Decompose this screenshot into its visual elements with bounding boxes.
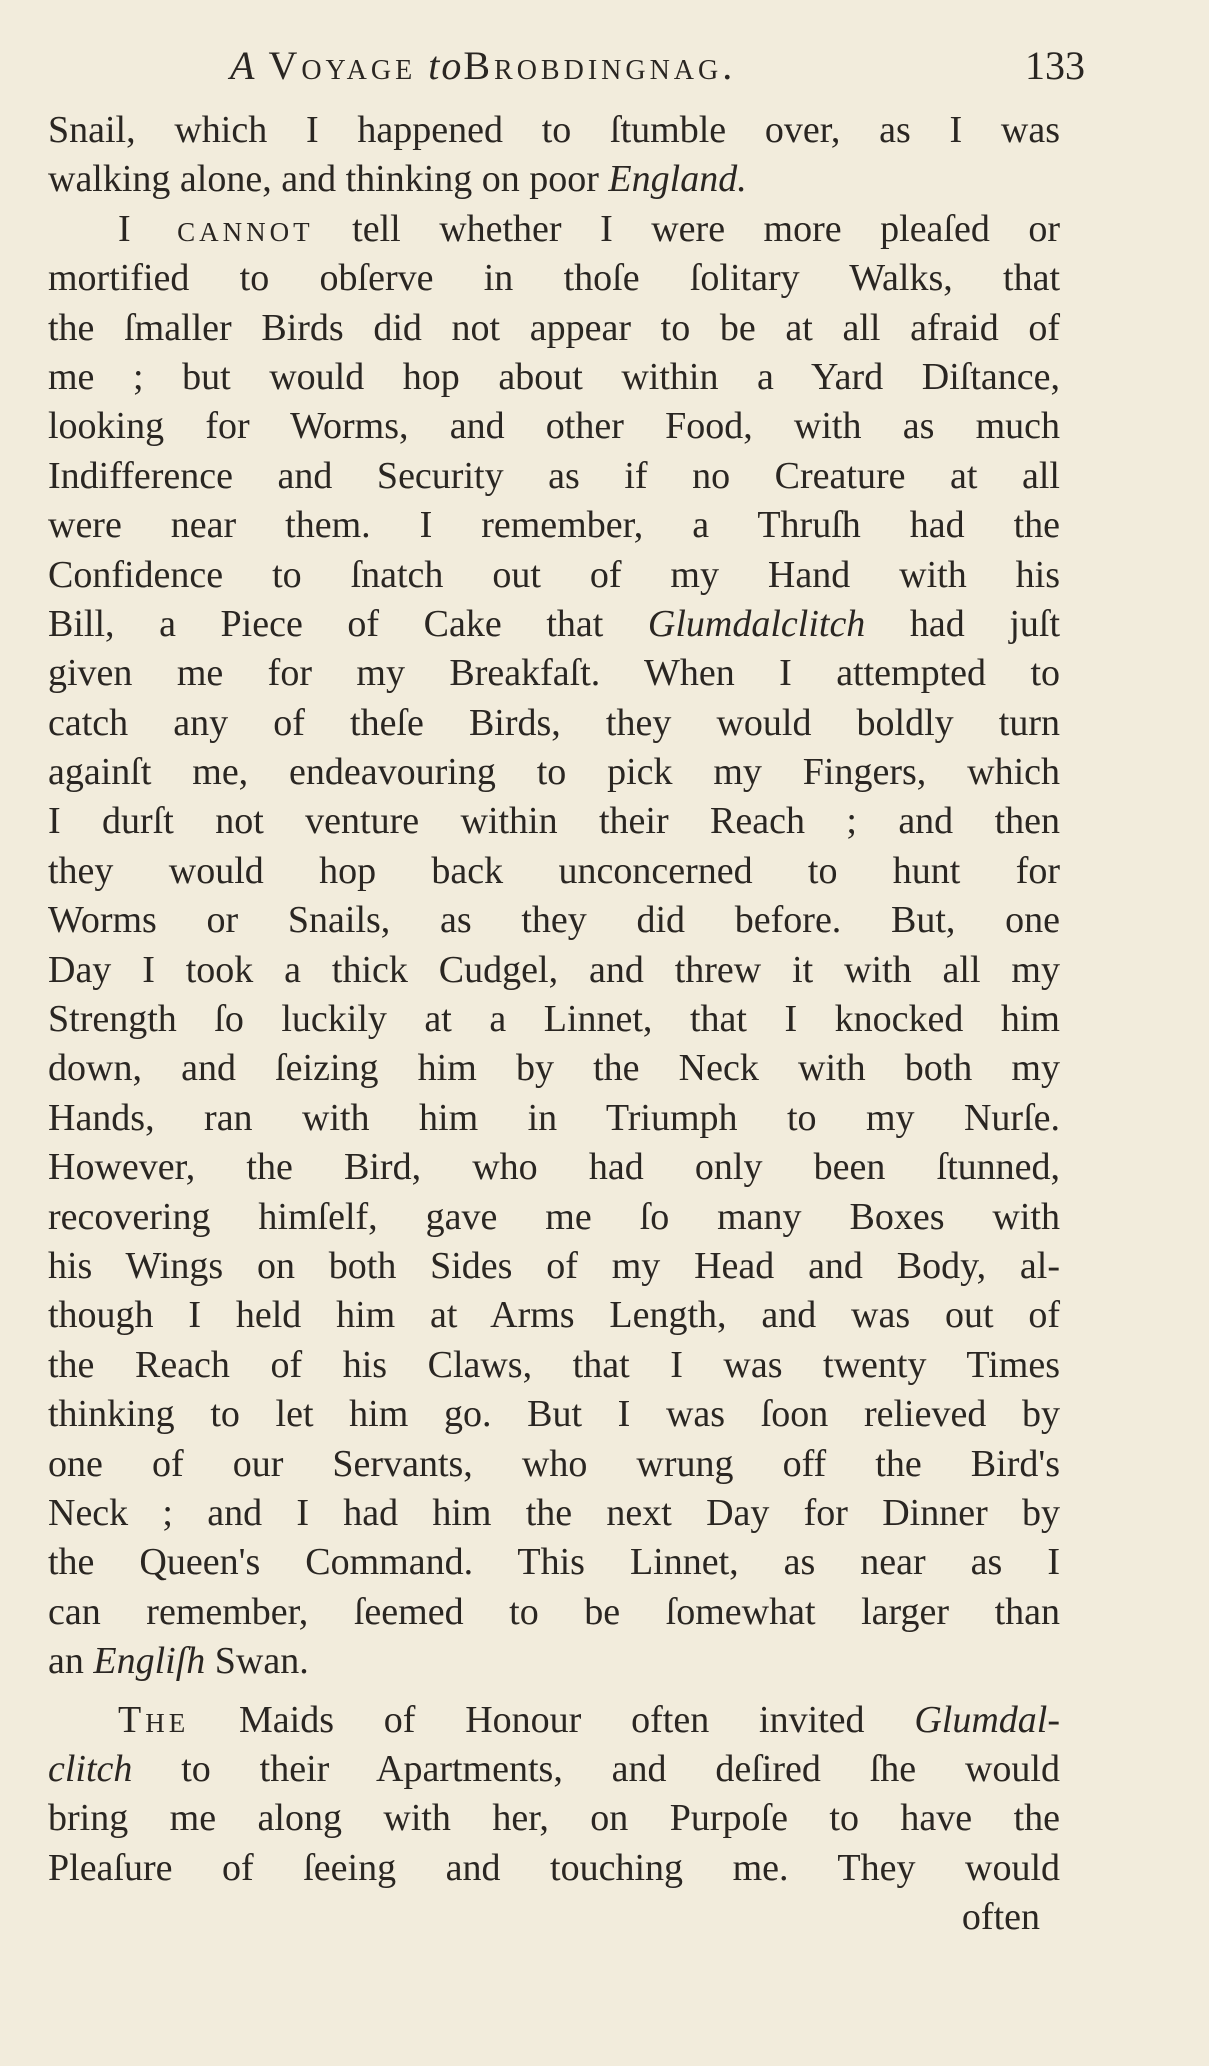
- text-line: they would hop back unconcerned to hunt for: [48, 849, 1060, 892]
- running-title-article: A: [230, 43, 257, 88]
- small-caps-opening: I cannot: [118, 207, 314, 250]
- text-line: Day I took a thick Cudgel, and threw it with all my: [48, 948, 1060, 991]
- text-line-paragraph-start: I cannot tell whether I were more pleaſed or: [118, 207, 1060, 250]
- text-line: Pleaſure of ſeeing and touching me. They would: [48, 1846, 1060, 1889]
- text-line: the ſmaller Birds did not appear to be at all afraid of: [48, 306, 1060, 349]
- text-line: an Engliſh Swan.: [48, 1640, 309, 1683]
- text-line: bring me along with her, on Purpoſe to have the: [48, 1797, 1060, 1840]
- running-title-place: Brobdingnag.: [463, 43, 737, 88]
- text-line: Snail, which I happened to ſtumble over, as I was: [48, 109, 1060, 151]
- text-line-paragraph-start: The Maids of Honour often invited Glumdal-: [118, 1698, 1060, 1741]
- text-line: me ; but would hop about within a Yard Diſtance,: [48, 355, 1060, 398]
- emphasis-glumdal: Glumdal-: [914, 1698, 1060, 1741]
- text-line: thinking to let him go. But I was ſoon relieved by: [48, 1393, 1060, 1436]
- text-line: mortified to obſerve in thoſe ſolitary Walks, that: [48, 257, 1060, 300]
- text-line: However, the Bird, who had only been ſtunned,: [48, 1146, 1060, 1189]
- page-number: 133: [1025, 43, 1085, 88]
- page-header: [230, 42, 1085, 102]
- running-title-voyage: Voyage: [268, 43, 417, 88]
- text-line: I durſt not venture within their Reach ; and then: [48, 800, 1060, 843]
- text-line: though I held him at Arms Length, and was out of: [48, 1294, 1060, 1337]
- running-title: [230, 42, 736, 89]
- text-line: Strength ſo luckily at a Linnet, that I knocked him: [48, 998, 1060, 1041]
- text-line: can remember, ſeemed to be ſomewhat larger than: [48, 1590, 1060, 1633]
- text-line: the Queen's Command. This Linnet, as near as I: [48, 1541, 1060, 1584]
- text-line: the Reach of his Claws, that I was twenty Times: [48, 1343, 1060, 1386]
- text-line: clitch to their Apartments, and deſired ſhe would: [48, 1747, 1060, 1790]
- text-line: catch any of theſe Birds, they would boldly turn: [48, 701, 1060, 744]
- page-body: [48, 106, 1060, 1942]
- text-line: were near them. I remember, a Thruſh had the: [48, 504, 1060, 547]
- text-line: Hands, ran with him in Triumph to my Nurſe.: [48, 1096, 1060, 1139]
- text-line: Indifference and Security as if no Creature at all: [48, 454, 1060, 497]
- catchword: often: [961, 1896, 1040, 1939]
- text-line: looking for Worms, and other Food, with as much: [48, 405, 1060, 448]
- text-line: againſt me, endeavouring to pick my Fingers, which: [48, 751, 1060, 794]
- small-caps-opening: The: [118, 1698, 190, 1741]
- emphasis-glumdalclitch: Glumdalclitch: [647, 602, 866, 645]
- text-line: Worms or Snails, as they did before. But, one: [48, 899, 1060, 942]
- text-line: walking alone, and thinking on poor England.: [48, 158, 747, 201]
- emphasis-english: Engliſh: [93, 1640, 206, 1683]
- text-line: recovering himſelf, gave me ſo many Boxes with: [48, 1195, 1060, 1238]
- text-line: one of our Servants, who wrung off the Bird's: [48, 1442, 1060, 1485]
- running-title-to: to: [428, 43, 464, 88]
- text-line: Neck ; and I had him the next Day for Dinner by: [48, 1491, 1060, 1534]
- text-line: his Wings on both Sides of my Head and Body, al-: [48, 1244, 1060, 1287]
- text-line: given me for my Breakfaſt. When I attempted to: [48, 652, 1060, 695]
- text-line: down, and ſeizing him by the Neck with both my: [48, 1047, 1060, 1090]
- emphasis-clitch: clitch: [48, 1747, 133, 1790]
- emphasis-england: England.: [608, 158, 747, 201]
- text-line: Confidence to ſnatch out of my Hand with his: [48, 553, 1060, 596]
- text-line: Bill, a Piece of Cake that Glumdalclitch had juſt: [48, 602, 1061, 645]
